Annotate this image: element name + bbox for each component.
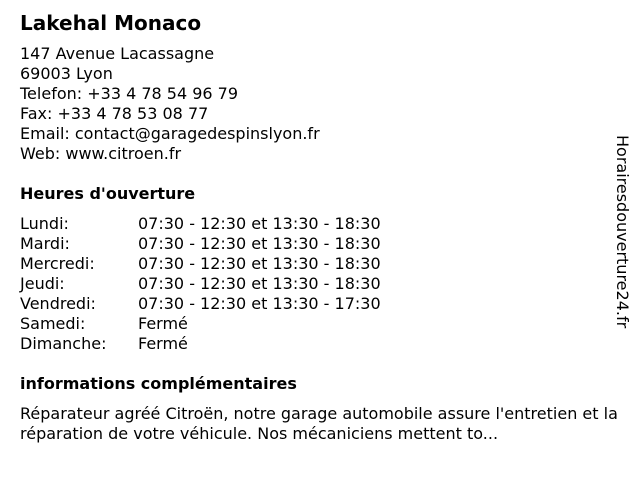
hours-day: Dimanche: (20, 334, 107, 353)
hours-time: 07:30 - 12:30 et 13:30 - 18:30 (138, 234, 381, 253)
address-line-street: 147 Avenue Lacassagne (20, 44, 215, 63)
description-text: Réparateur agréé Citroën, notre garage automobile assure l'entretien et la réparation de votre véhicule. Nos mécaniciens mettent to... (20, 404, 618, 443)
hours-row-thursday (20, 274, 381, 294)
hours-row-sunday (20, 334, 381, 354)
hours-day: Mardi: (20, 234, 70, 253)
hours-time: 07:30 - 12:30 et 13:30 - 18:30 (138, 214, 381, 233)
phone-line: Telefon: +33 4 78 54 96 79 (20, 84, 239, 103)
hours-time: Fermé (138, 314, 188, 333)
hours-time: Fermé (138, 334, 188, 353)
hours-row-wednesday (20, 254, 381, 274)
hours-day: Lundi: (20, 214, 69, 233)
fax-line: Fax: +33 4 78 53 08 77 (20, 104, 209, 123)
hours-row-saturday (20, 314, 381, 334)
web-line: Web: www.citroen.fr (20, 144, 182, 163)
hours-day: Mercredi: (20, 254, 95, 273)
site-watermark: Horairesdouverture24.fr (613, 135, 632, 329)
address-line-city: 69003 Lyon (20, 64, 113, 83)
hours-time: 07:30 - 12:30 et 13:30 - 18:30 (138, 274, 381, 293)
hours-heading: Heures d'ouverture (20, 184, 196, 203)
email-line: Email: contact@garagedespinslyon.fr (20, 124, 320, 143)
contact-block (20, 44, 320, 164)
hours-day: Samedi: (20, 314, 86, 333)
hours-row-friday (20, 294, 381, 314)
hours-time: 07:30 - 12:30 et 13:30 - 17:30 (138, 294, 381, 313)
hours-row-monday (20, 214, 381, 234)
hours-day: Vendredi: (20, 294, 96, 313)
hours-day: Jeudi: (20, 274, 65, 293)
info-heading: informations complémentaires (20, 374, 297, 393)
hours-row-tuesday (20, 234, 381, 254)
business-name: Lakehal Monaco (20, 11, 202, 35)
hours-time: 07:30 - 12:30 et 13:30 - 18:30 (138, 254, 381, 273)
hours-table (20, 214, 381, 354)
